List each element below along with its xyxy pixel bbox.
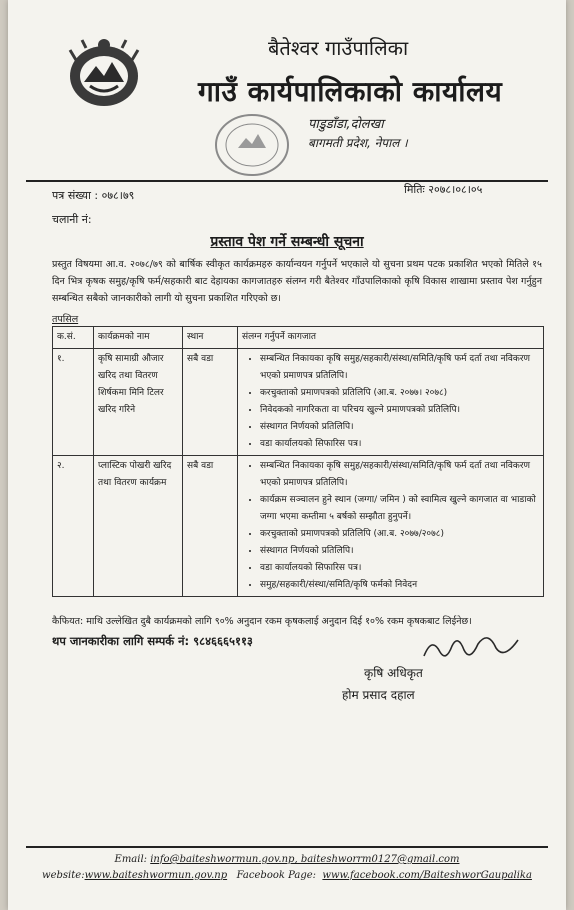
row-documents — [238, 349, 544, 456]
column-header-documents: संलग्न गर्नुपर्ने कागजात — [238, 327, 544, 349]
row-location: सबै वडा — [183, 349, 238, 456]
office-province: बागमती प्रदेश, नेपाल । — [308, 136, 408, 150]
footer-email — [8, 854, 566, 865]
column-header-location: स्थान — [183, 327, 238, 349]
notice-body: प्रस्तुत विषयमा आ.व. २०७८/७९ को बार्षिक स्वीकृत कार्यक्रमहरु कार्यान्वयन गर्नुपर्ने भएकाले यो सुचना प्रथम पटक प्रकाशित भएको मितिले १५ दिन भित्र कृषक समुह/कृषि फर्म/सहकारी बाट देहायका कागजातहरु संलग्न गरी बैतेश्वर गाँउपालिकाको कृषि विकास शाखामा प्रस्ताव पेश गर्नुहुन सम्बन्धित सबैको जानकारीको लागी यो सुचना प्रकाशित गरिएको छ। — [52, 259, 542, 304]
government-emblem-icon — [66, 36, 142, 110]
row-location: सबै वडा — [183, 456, 238, 597]
schedule-heading: तपसिल — [52, 314, 79, 325]
column-header-sn: क.सं. — [53, 327, 94, 349]
notice-page — [8, 0, 566, 910]
row-serial: २. — [53, 456, 94, 597]
document-item: • करचुक्ताको प्रमाणपत्रको प्रतिलिपि (आ.ब. २०७७/२०७८) — [260, 526, 539, 543]
footer-web — [8, 870, 566, 881]
facebook-label: Facebook Page: — [236, 870, 317, 881]
officer-role: कृषि अधिकृत — [364, 666, 423, 680]
office-name: गाउँ कार्यपालिकाको कार्यालय — [198, 75, 503, 108]
column-header-program: कार्यक्रमको नाम — [94, 327, 183, 349]
document-item: • निवेदकको नागरिकता वा परिचय खुल्ने प्रमाणपत्रको प्रतिलिपि। — [260, 402, 539, 419]
document-item: • कार्यक्रम सञ्चालन हुने स्थान (जग्गा/ जमिन ) को स्वामित्व खुल्ने कागजात वा भाडाको जग्गा भएमा कम्तीमा ५ बर्षको सम्झौता हुनुपर्ने। — [260, 492, 539, 526]
issue-date: मितिः २०७८।०८।०५ — [404, 183, 483, 196]
website-label: website: — [42, 870, 85, 881]
row-serial: १. — [53, 349, 94, 456]
reference-number: पत्र संख्या : ०७८।७९ — [52, 189, 135, 202]
schedule-table — [52, 326, 544, 597]
website-link[interactable]: www.baiteshwormun.gov.np — [84, 870, 228, 881]
document-item: • सम्बन्धित निकायका कृषि समुह/सहकारी/संस्था/समिति/कृषि फर्म दर्ता तथा नविकरण भएको प्रमाणपत्र प्रतिलिपि। — [260, 458, 539, 492]
contact-number: थप जानकारीका लागि सम्पर्क नं: ९८४६६६५११३ — [52, 634, 253, 648]
table-row — [53, 349, 544, 456]
facebook-link[interactable]: www.facebook.com/BaiteshworGaupalika — [322, 870, 532, 881]
document-item: • संस्थागत निर्णयको प्रतिलिपि। — [260, 419, 539, 436]
email-label: Email: — [114, 854, 148, 865]
document-item: • वडा कार्यालयको सिफारिस पत्र। — [260, 560, 539, 577]
document-item: • समुह/सहकारी/संस्था/समिति/कृषि फर्मको निवेदन — [260, 577, 539, 594]
document-item: • वडा कार्यालयको सिफारिस पत्र। — [260, 436, 539, 453]
signature-icon — [418, 632, 528, 666]
document-item: • संस्थागत निर्णयको प्रतिलिपि। — [260, 543, 539, 560]
notice-title: प्रस्ताव पेश गर्ने सम्बन्धी सूचना — [210, 234, 364, 250]
row-documents — [238, 456, 544, 597]
email-link[interactable]: info@baiteshwormun.gov.np, baiteshworrm0127@gmail.com — [150, 854, 460, 865]
table-row — [53, 456, 544, 597]
table-header-row — [53, 327, 544, 349]
row-program: प्लास्टिक पोखरी खरिद तथा वितरण कार्यक्रम — [94, 456, 183, 597]
document-item: • सम्बन्धित निकायका कृषि समुह/सहकारी/संस्था/समिति/कृषि फर्म दर्ता तथा नविकरण भएको प्रमाणपत्र प्रतिलिपि। — [260, 351, 539, 385]
dispatch-number: चलानी नं: — [52, 213, 92, 226]
remark-note: कैफियत: माथि उल्लेखित दुबै कार्यक्रमको लागि ९०% अनुदान रकम कृषकलाई अनुदान दिई १०% रकम कृषकबाट लिईनेछ। — [52, 616, 472, 627]
office-place: पाडुडाँडा,दोलखा — [308, 117, 384, 132]
document-item: • करचुक्ताको प्रमाणपत्रको प्रतिलिपि (आ.ब. २०७७। २०७८) — [260, 385, 539, 402]
row-program: कृषि सामाग्री औजार खरिद तथा वितरण शिर्षकमा मिनि टिलर खरिद गरिने — [94, 349, 183, 456]
footer-divider — [26, 846, 548, 848]
officer-name: होम प्रसाद दहाल — [342, 688, 415, 702]
municipality-name: बैतेश्वर गाउँपालिका — [268, 36, 409, 60]
office-stamp-icon — [212, 110, 292, 180]
